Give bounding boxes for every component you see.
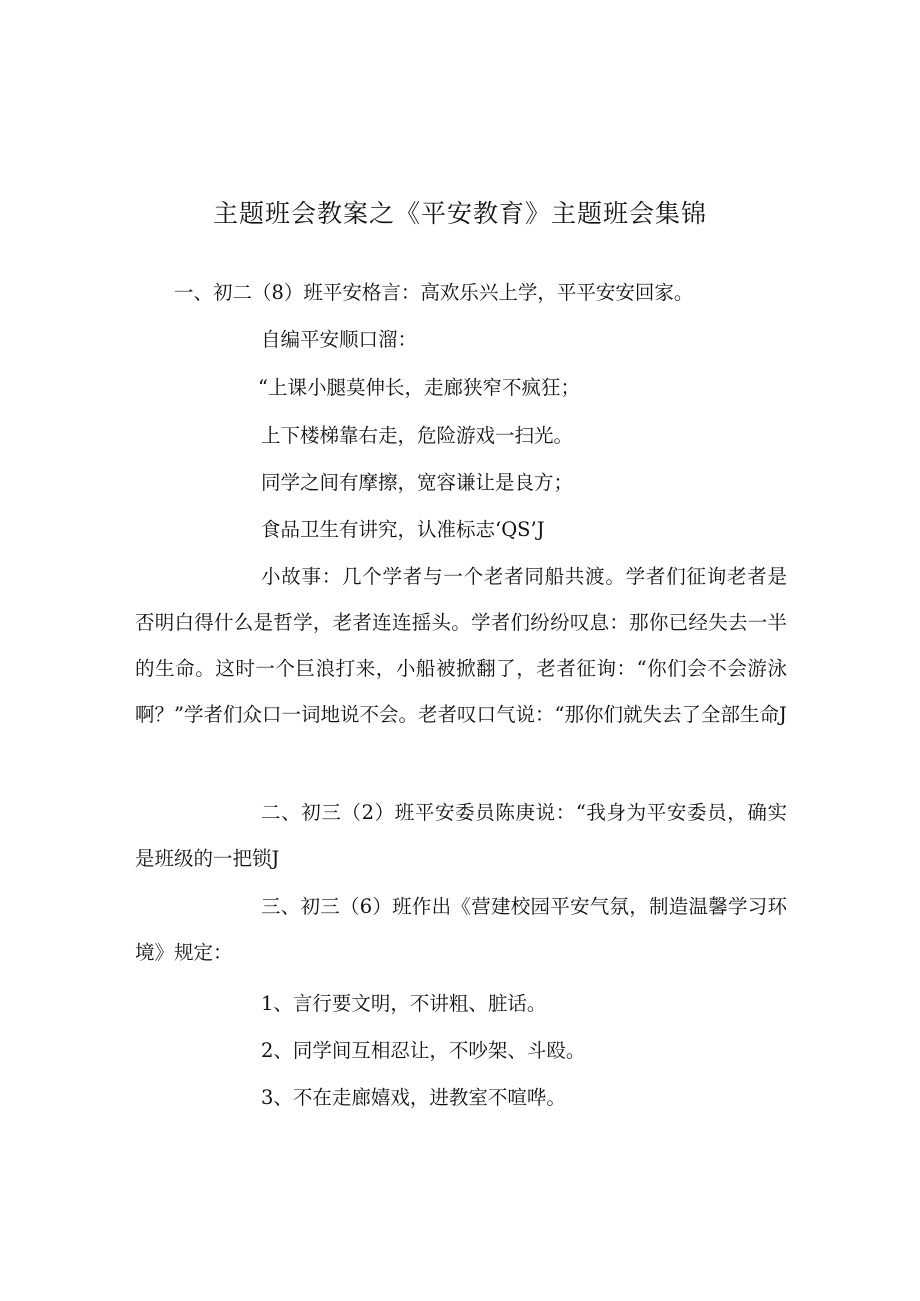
section3-paragraph: 三、初三（6）班作出《营建校园平安气氛，制造温馨学习环境》规定：: [135, 895, 787, 964]
rhyme-line: 同学之间有摩擦，宽容谦让是良方；: [261, 471, 574, 494]
rhyme-intro: 自编平安顺口溜：: [261, 328, 418, 351]
rule-item: 2、同学间互相忍让，不吵架、斗殴。: [261, 1039, 586, 1062]
rhyme-line: 上下楼梯靠右走，危险游戏一扫光。: [261, 424, 574, 447]
document-title: 主题班会教案之《平安教育》主题班会集锦: [212, 199, 707, 228]
rule-item: 3、不在走廊嬉戏，进教室不喧哗。: [261, 1086, 566, 1109]
section1-heading: 一、初二（8）班平安格言：高欢乐兴上学，平平安安回家。: [174, 281, 694, 304]
rhyme-line: “上课小腿莫伸长，走廊狭窄不疯狂；: [258, 376, 580, 399]
rule-item: 1、言行要文明，不讲粗、脏话。: [261, 992, 547, 1015]
rhyme-line: 食品卫生有讲究，认准标志‘QS’J: [261, 518, 545, 541]
story-paragraph: 小故事：几个学者与一个老者同船共渡。学者们征询老者是否明白得什么是哲学，老者连连摇头。学者们纷纷叹息：那你已经失去一半的生命。这时一个巨浪打来，小船被掀翻了，老者征询：“你们会不会游泳啊？”学者们众口一词地说不会。老者叹口气说：“那你们就失去了全部生命J: [135, 565, 787, 726]
section2-paragraph: 二、初三（2）班平安委员陈庚说：“我身为平安委员，确实是班级的一把锁J: [135, 801, 787, 870]
